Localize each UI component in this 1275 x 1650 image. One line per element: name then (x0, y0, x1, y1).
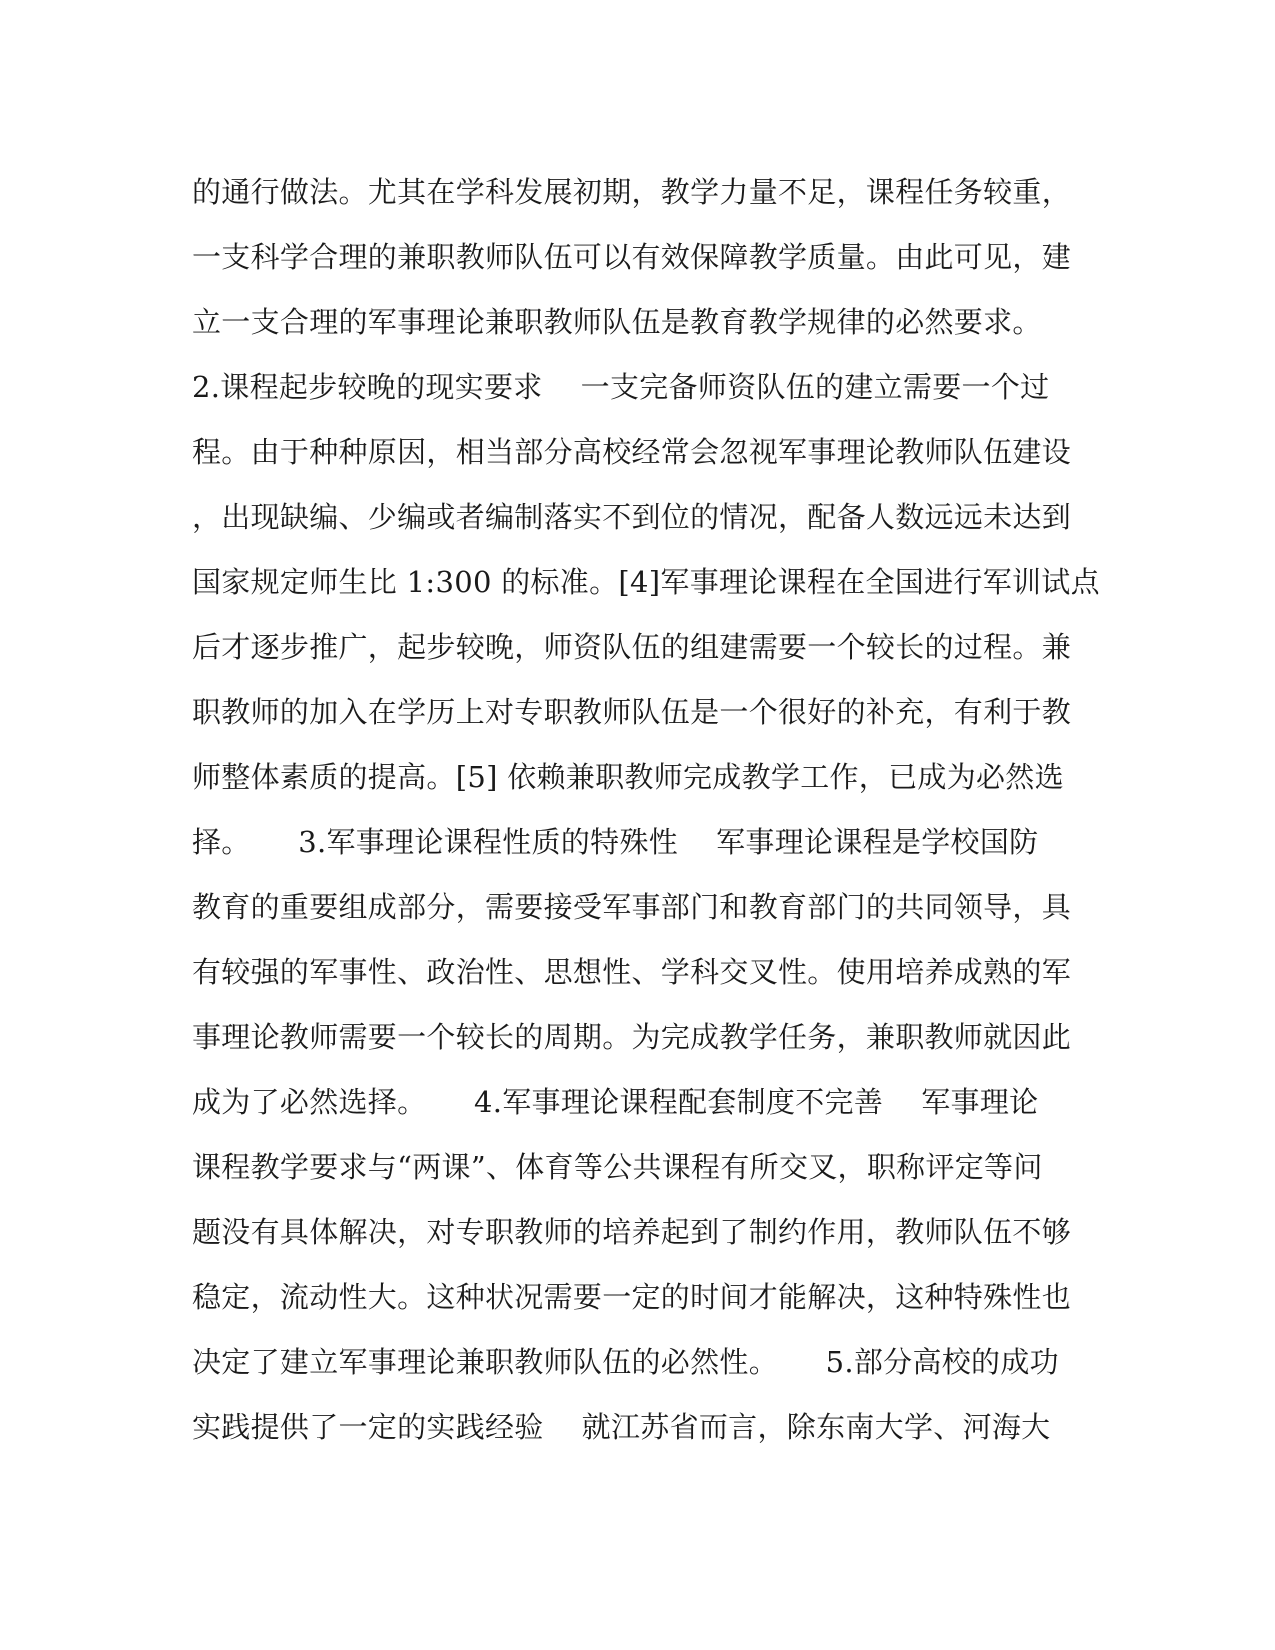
text-line: 题没有具体解决，对专职教师的培养起到了制约作用，教师队伍不够 (192, 1215, 1072, 1249)
text-line: 稳定，流动性大。这种状况需要一定的时间才能解决，这种特殊性也 (192, 1280, 1072, 1314)
text-line: ，出现缺编、少编或者编制落实不到位的情况，配备人数远远未达到 (192, 500, 1072, 534)
text-line: 有较强的军事性、政治性、思想性、学科交叉性。使用培养成熟的军 (192, 955, 1072, 989)
text-line: 师整体素质的提高。[5] 依赖兼职教师完成教学工作，已成为必然选 (192, 760, 1064, 794)
text-line: 实践提供了一定的实践经验 就江苏省而言，除东南大学、河海大 (192, 1410, 1051, 1444)
text-line: 程。由于种种原因，相当部分高校经常会忽视军事理论教师队伍建设 (192, 435, 1072, 469)
text-line: 后才逐步推广，起步较晚，师资队伍的组建需要一个较长的过程。兼 (192, 630, 1072, 664)
text-line: 国家规定师生比 1:300 的标准。[4]军事理论课程在全国进行军训试点 (192, 565, 1100, 599)
text-line: 的通行做法。尤其在学科发展初期，教学力量不足，课程任务较重， (192, 175, 1072, 209)
text-line: 一支科学合理的兼职教师队伍可以有效保障教学质量。由此可见，建 (192, 240, 1072, 274)
text-line: 教育的重要组成部分，需要接受军事部门和教育部门的共同领导，具 (192, 890, 1072, 924)
text-line: 择。 3.军事理论课程性质的特殊性 军事理论课程是学校国防 (192, 825, 1039, 859)
text-line: 事理论教师需要一个较长的周期。为完成教学任务，兼职教师就因此 (192, 1020, 1072, 1054)
text-line: 2.课程起步较晚的现实要求 一支完备师资队伍的建立需要一个过 (192, 370, 1050, 404)
body-text (192, 168, 1100, 1468)
text-line: 立一支合理的军事理论兼职教师队伍是教育教学规律的必然要求。 (192, 305, 1042, 339)
text-line: 课程教学要求与“两课”、体育等公共课程有所交叉，职称评定等问 (192, 1150, 1043, 1184)
text-line: 决定了建立军事理论兼职教师队伍的必然性。 5.部分高校的成功 (192, 1345, 1059, 1379)
text-line: 成为了必然选择。 4.军事理论课程配套制度不完善 军事理论 (192, 1085, 1039, 1119)
text-line: 职教师的加入在学历上对专职教师队伍是一个很好的补充，有利于教 (192, 695, 1072, 729)
